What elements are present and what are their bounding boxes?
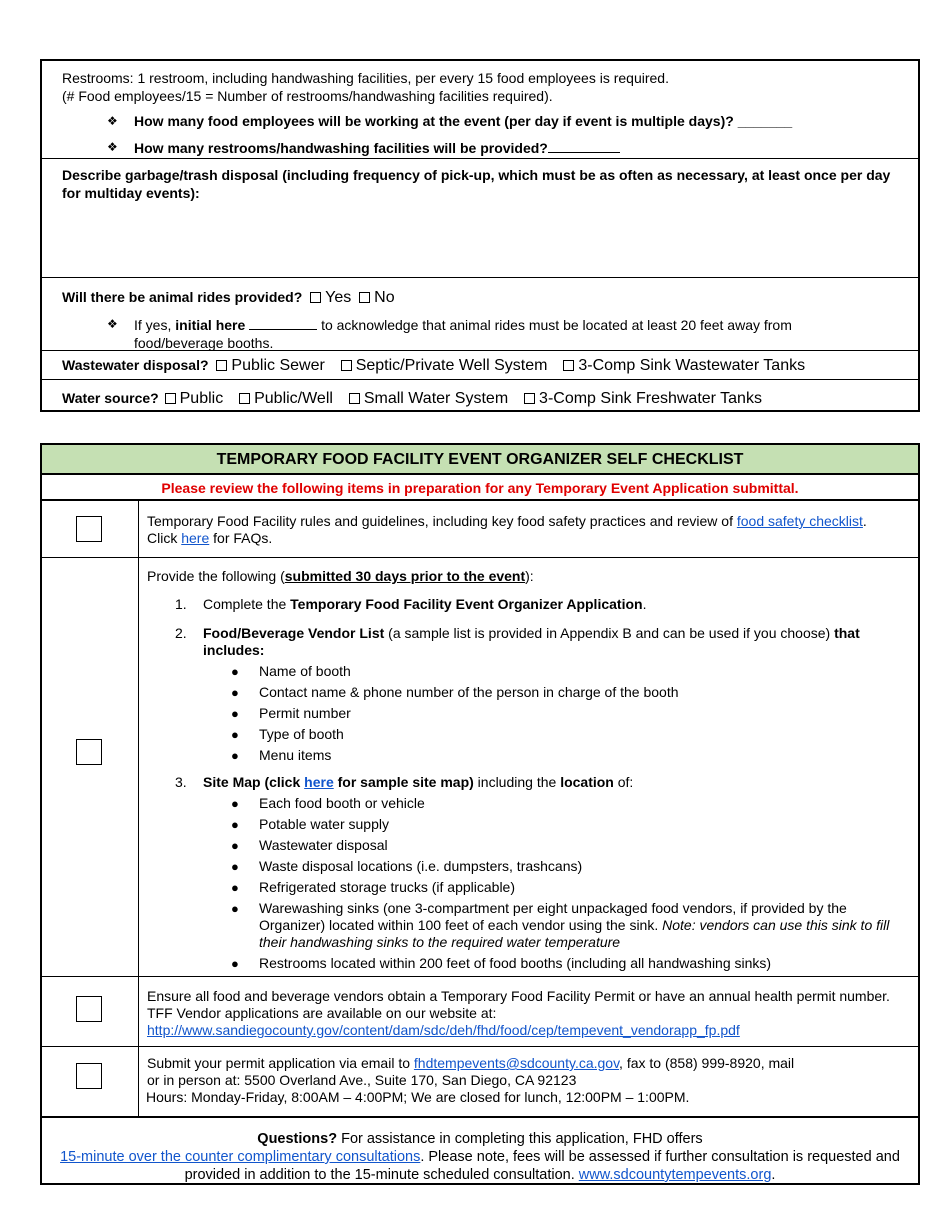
site-map-here-link[interactable]: here (304, 774, 334, 790)
submit-text-2: , fax to (858) 999-8920, mail (619, 1055, 795, 1071)
garbage-question: Describe garbage/trash disposal (including frequency of pick-up, which must be as often as necessary, at least once per day for multiday events): (62, 167, 891, 201)
note-prefix: If yes, (134, 317, 172, 333)
animal-rides-section (42, 278, 918, 351)
list-item: ● Name of booth (231, 663, 351, 679)
submittal-checkbox[interactable] (76, 739, 102, 765)
submit-text (139, 1047, 918, 1116)
step-3-number: 3. (175, 774, 187, 790)
step-2-text: (a sample list is provided in Appendix B and can be used if you choose) (388, 625, 831, 641)
list-item: ● Contact name & phone number of the person in charge of the booth (231, 684, 679, 700)
septic-checkbox[interactable] (341, 360, 352, 371)
rules-checkbox[interactable] (76, 516, 102, 542)
animal-rides-question: Will there be animal rides provided? (62, 289, 303, 305)
footer-text-1: For assistance in completing this application, FHD offers (341, 1131, 703, 1147)
list-item: ● Permit number (231, 705, 351, 721)
step-1-application: Temporary Food Facility Event Organizer Application (290, 596, 643, 612)
rules-text-1: Temporary Food Facility rules and guidelines, including key food safety practices and review of (147, 513, 733, 529)
list-item: ● Wastewater disposal (231, 837, 388, 853)
vendor-permit-description: Ensure all food and beverage vendors obtain a Temporary Food Facility Permit or have an annual health permit number. TFF Vendor applications are available on our website at: (147, 988, 890, 1021)
food-safety-checklist-link[interactable]: food safety checklist (736, 513, 863, 529)
diamond-bullet-icon: ❖ (107, 114, 118, 128)
public-water-checkbox[interactable] (165, 393, 176, 404)
bullet-text: Contact name & phone number of the person in charge of the booth (259, 684, 679, 700)
note-initial-here: initial here (175, 317, 246, 333)
animal-rides-yes-label: Yes (325, 289, 352, 306)
checklist-item-submit (42, 1047, 918, 1118)
bullet-text: Permit number (259, 705, 351, 721)
freshwater-tanks-checkbox[interactable] (524, 393, 535, 404)
restrooms-provided-question (62, 138, 898, 157)
water-source-section (42, 380, 918, 410)
rules-faq-text: for FAQs. (213, 530, 273, 546)
bullet-text: Wastewater disposal (259, 837, 388, 853)
intro-suffix: ): (525, 568, 534, 584)
list-item: ● Waste disposal locations (i.e. dumpsters, trashcans) (231, 858, 583, 874)
public-sewer-label: Public Sewer (231, 357, 325, 374)
step-1-prefix: Complete the (203, 596, 287, 612)
wastewater-label: Wastewater disposal? (62, 357, 209, 373)
restrooms-provided-question-text: How many restrooms/handwashing facilities will be provided? (134, 140, 548, 156)
warewashing-text: Warewashing sinks (one 3-compartment per eight unpackaged food vendors, if provided by the Organizer) located within 100 feet of each vendor using the sink. (259, 900, 847, 933)
list-item: ● Refrigerated storage trucks (if applicable) (231, 879, 516, 895)
public-sewer-checkbox[interactable] (216, 360, 227, 371)
submittal-text (139, 558, 918, 976)
list-item: ● Menu items (231, 747, 332, 763)
wastewater-tanks-checkbox[interactable] (563, 360, 574, 371)
list-item: ● Warewashing sinks (one 3-compartment per eight unpackaged food vendors, if provided by the Organizer) located within 100 feet of each vendor using the sink. Note: vendors can use this sink to fill their handwashing sinks to the required water temperature (231, 900, 890, 950)
step-3-site-map: Site Map (click (203, 774, 301, 790)
restrooms-section (42, 61, 918, 159)
vendor-application-link[interactable]: http://www.sandiegocounty.gov/content/dam/sdc/deh/fhd/food/cep/tempevent_vendorapp_fp.pdf (147, 1022, 740, 1038)
bullet-text: Type of booth (259, 726, 344, 742)
checklist-item-rules (42, 501, 918, 558)
rules-text-period: . (862, 513, 867, 529)
list-item: ● Type of booth (231, 726, 344, 742)
submit-text-1: Submit your permit application via email to (147, 1055, 411, 1071)
email-link[interactable]: fhdtempevents@sdcounty.ca.gov (413, 1055, 620, 1071)
animal-rides-yes-checkbox[interactable] (310, 292, 321, 303)
small-water-system-checkbox[interactable] (349, 393, 360, 404)
wastewater-tanks-label: 3-Comp Sink Wastewater Tanks (578, 357, 806, 374)
vendor-permit-text (139, 977, 918, 1046)
diamond-bullet-icon: ❖ (107, 317, 118, 331)
self-checklist-table (40, 443, 920, 1185)
bullet-text: Waste disposal locations (i.e. dumpsters, trashcans) (259, 858, 583, 874)
step-2-vendor-list: Food/Beverage Vendor List (203, 625, 385, 641)
restrooms-requirement: Restrooms: 1 restroom, including handwashing facilities, per every 15 food employees is required. (62, 70, 669, 86)
animal-rides-no-label: No (374, 289, 395, 306)
consultations-link[interactable]: 15-minute over the counter complimentary consultations (60, 1149, 421, 1165)
rules-click-text: Click (147, 530, 178, 546)
bullet-text: Potable water supply (259, 816, 389, 832)
public-well-label: Public/Well (254, 390, 333, 407)
note-text: to acknowledge that animal rides must be located at least 20 feet away from food/beverage booths. (134, 317, 792, 351)
small-water-system-label: Small Water System (363, 390, 509, 407)
step-3-text: including the (477, 774, 557, 790)
tempevents-website-link[interactable]: www.sdcountytempevents.org (578, 1167, 772, 1183)
public-well-checkbox[interactable] (239, 393, 250, 404)
questions-footer (42, 1118, 918, 1184)
food-employees-question-text: How many food employees will be working at the event (per day if event is multiple days)? _______ (134, 113, 793, 129)
list-item: ● Each food booth or vehicle (231, 795, 425, 811)
bullet-text: Name of booth (259, 663, 351, 679)
bullet-text: Each food booth or vehicle (259, 795, 425, 811)
event-questions-table (40, 59, 920, 412)
bullet-text: Menu items (259, 747, 332, 763)
submit-hours: Hours: Monday-Friday, 8:00AM – 4:00PM; We are closed for lunch, 12:00PM – 1:00PM. (146, 1089, 690, 1105)
warewashing-note: Note: vendors can use this sink to fill their handwashing sinks to the required water temperature (259, 917, 890, 950)
rules-text (139, 501, 918, 557)
step-2-number: 2. (175, 625, 187, 641)
wastewater-section (42, 351, 918, 380)
step-3 (147, 774, 908, 791)
step-3-suffix: of: (617, 774, 634, 790)
step-3-sample: for sample site map) (337, 774, 474, 790)
site-map-bullets (147, 793, 908, 974)
public-water-label: Public (179, 390, 224, 407)
step-2-includes: that includes: (203, 625, 860, 658)
septic-label: Septic/Private Well System (355, 357, 548, 374)
intro-deadline: submitted 30 days prior to the event (284, 568, 526, 584)
bullet-text: Refrigerated storage trucks (if applicable) (259, 879, 516, 895)
animal-rides-note (62, 315, 898, 352)
list-item: ● Potable water supply (231, 816, 389, 832)
intro-prefix: Provide the following ( (147, 568, 285, 584)
submit-address: or in person at: 5500 Overland Ave., Suite 170, San Diego, CA 92123 (147, 1072, 577, 1088)
vendor-permit-checkbox[interactable] (76, 996, 102, 1022)
restrooms-formula: (# Food employees/15 = Number of restrooms/handwashing facilities required). (62, 88, 553, 104)
diamond-bullet-icon: ❖ (107, 140, 118, 154)
step-1-suffix: . (642, 596, 647, 612)
step-1 (147, 596, 908, 613)
bullet-text: Restrooms located within 200 feet of food booths (including all handwashing sinks) (259, 955, 772, 971)
checklist-item-submittal (42, 558, 918, 977)
checklist-title: TEMPORARY FOOD FACILITY EVENT ORGANIZER SELF CHECKLIST (42, 445, 918, 475)
initial-here-blank[interactable] (249, 315, 317, 330)
submittal-intro (147, 568, 908, 585)
checklist-item-vendor-permit (42, 977, 918, 1047)
water-source-label: Water source? (62, 390, 159, 406)
step-3-location: location (560, 774, 614, 790)
restrooms-count-blank[interactable] (548, 138, 620, 153)
footer-period: . (771, 1167, 776, 1183)
step-1-number: 1. (175, 596, 187, 612)
checklist-subtitle: Please review the following items in preparation for any Temporary Event Application submittal. (42, 475, 918, 501)
freshwater-tanks-label: 3-Comp Sink Freshwater Tanks (539, 390, 762, 407)
food-employees-question (62, 112, 898, 130)
animal-rides-no-checkbox[interactable] (359, 292, 370, 303)
footer-text-2: . Please note, fees will be assessed if further consultation is requested and provided in addition to the 15-minute scheduled consultation. (184, 1149, 900, 1183)
garbage-section (42, 159, 918, 278)
list-item: ● Restrooms located within 200 feet of food booths (including all handwashing sinks) (231, 955, 772, 971)
faq-here-link[interactable]: here (181, 530, 210, 546)
submit-checkbox[interactable] (76, 1063, 102, 1089)
step-2 (147, 625, 908, 659)
questions-label: Questions? (257, 1131, 338, 1147)
vendor-list-bullets (147, 661, 908, 766)
